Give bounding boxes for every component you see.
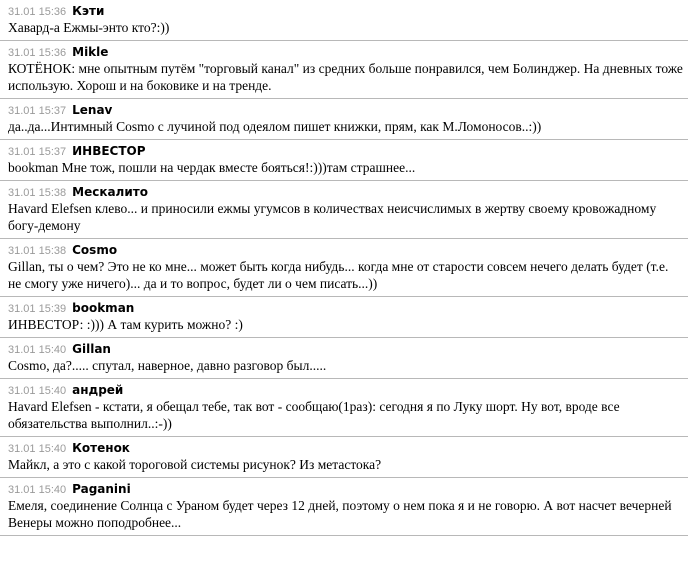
message-author: Кэти [72,4,105,18]
message-timestamp: 31.01 15:40 [8,484,67,496]
message-header [8,241,684,258]
message-text: Havard Elefsen клево... и приносили ежмы угумсов в количествах неисчислимых в жертву своему кровожадному богу-демону [8,201,657,233]
message-text: Емеля, соединение Солнца с Ураном будет через 12 дней, поэтому о нем пока я и не говорю. А вот насчет вечерней Венеры можно поподробнее... [8,498,672,530]
message-text: КОТЁНОК: мне опытным путём "торговый канал" из средних больше понравился, чем Болинджер. На дневных тоже использую. Хорош и на боковике и на тренде. [8,61,683,93]
message-author: Котенок [72,441,130,455]
message-timestamp: 31.01 15:36 [8,6,67,18]
message-text: Майкл, а это с какой тороговой системы рисунок? Из метастока? [8,457,382,472]
message-author: Lenav [72,103,113,117]
message-header [8,142,684,159]
chat-message [0,181,688,239]
chat-message [0,437,688,478]
chat-message [0,478,688,536]
message-timestamp: 31.01 15:37 [8,146,67,158]
message-header [8,381,684,398]
chat-message [0,140,688,181]
message-timestamp: 31.01 15:40 [8,344,67,356]
message-author: Cosmo [72,243,118,257]
message-timestamp: 31.01 15:40 [8,385,67,397]
chat-message [0,338,688,379]
message-timestamp: 31.01 15:37 [8,105,67,117]
message-header [8,43,684,60]
chat-message [0,297,688,338]
message-timestamp: 31.01 15:36 [8,47,67,59]
message-timestamp: 31.01 15:38 [8,187,67,199]
message-header [8,480,684,497]
chat-message [0,239,688,297]
message-author: ИНВЕСТОР [72,144,146,158]
chat-message [0,41,688,99]
message-header [8,340,684,357]
message-author: Gillan [72,342,111,356]
message-author: Мескалито [72,185,148,199]
message-author: Mikle [72,45,109,59]
message-header [8,2,684,19]
message-header [8,299,684,316]
message-timestamp: 31.01 15:39 [8,303,67,315]
message-text: Gillan, ты о чем? Это не ко мне... может быть когда нибудь... когда мне от старости совсем нечего делать будет (т.е. не смогу уже ничего)... да и то вопрос, будет ли о чем писать...)) [8,259,669,291]
chat-message [0,0,688,41]
message-author: bookman [72,301,135,315]
message-author: Paganini [72,482,131,496]
message-text: bookman Мне тож, пошли на чердак вместе бояться!:)))там страшнее... [8,160,416,175]
message-author: андрей [72,383,124,397]
message-timestamp: 31.01 15:40 [8,443,67,455]
message-text: Хавард-а Ежмы-энто кто?:)) [8,20,170,35]
message-text: Havard Elefsen - кстати, я обещал тебе, так вот - сообщаю(1раз): сегодня я по Луку шорт. Ну вот, вроде все обязательства выполнил..:-)) [8,399,620,431]
chat-message [0,379,688,437]
message-text: да..да...Интимный Cosmo с лучиной под одеялом пишет книжки, прям, как М.Ломоносов..:)) [8,119,542,134]
message-header [8,183,684,200]
chat-message [0,99,688,140]
message-text: ИНВЕСТОР: :))) А там курить можно? :) [8,317,243,332]
message-header [8,101,684,118]
message-text: Cosmo, да?..... спутал, наверное, давно разговор был..... [8,358,327,373]
message-header [8,439,684,456]
message-timestamp: 31.01 15:38 [8,245,67,257]
